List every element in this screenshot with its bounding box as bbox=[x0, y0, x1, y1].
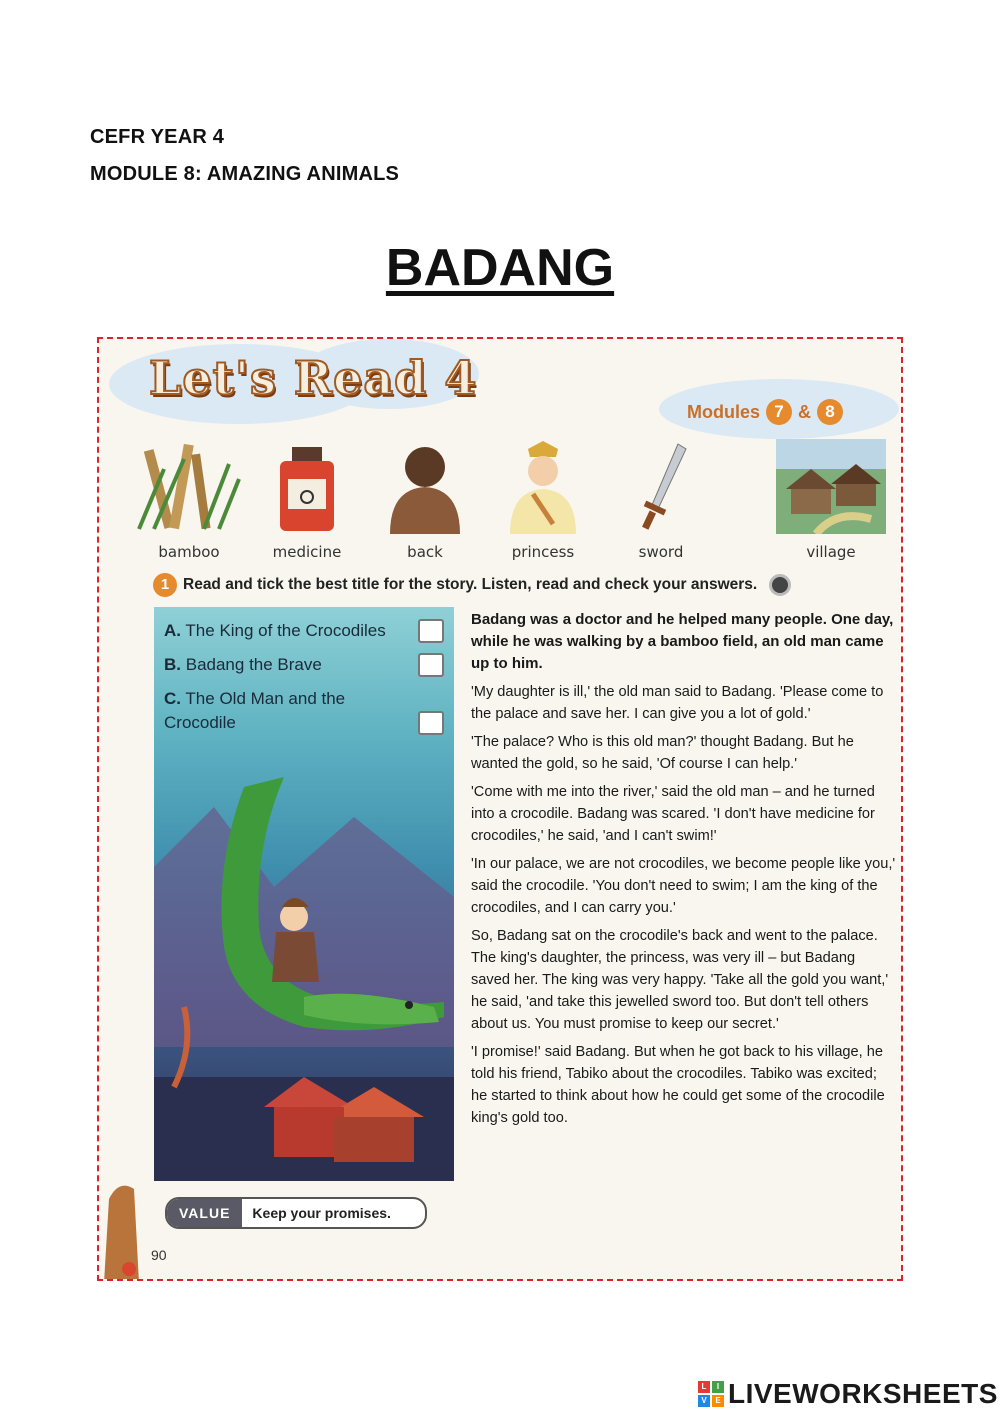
logo-letter: L bbox=[698, 1381, 710, 1393]
module-number-8: 8 bbox=[817, 399, 843, 425]
page-number: 90 bbox=[151, 1247, 167, 1263]
modules-and: & bbox=[798, 401, 812, 422]
value-tag: VALUE bbox=[167, 1199, 242, 1227]
instruction-text: Read and tick the best title for the story. Listen, read and check your answers. bbox=[183, 576, 758, 593]
story-paragraph: 'My daughter is ill,' the old man said to Badang. 'Please come to the palace and save her. I can give you a lot of gold.' bbox=[471, 684, 884, 722]
vocab-item-village bbox=[771, 439, 891, 561]
option-letter: B. bbox=[164, 655, 181, 674]
princess-illustration bbox=[488, 439, 598, 534]
liveworksheets-logo[interactable] bbox=[698, 1378, 998, 1410]
liveworksheets-brand: LIVEWORKSHEETS bbox=[728, 1378, 998, 1409]
story-paragraph: 'The palace? Who is this old man?' thought Badang. But he wanted the gold, so he said, 'Of course I can help.' bbox=[471, 734, 854, 772]
value-banner bbox=[165, 1197, 427, 1229]
vocab-item-sword bbox=[601, 439, 721, 561]
vocab-item-back bbox=[365, 439, 485, 561]
story-paragraph: 'In our palace, we are not crocodiles, we become people like you,' said the crocodile. 'You don't need to swim; I am the king of the crocodiles, and I can carry you.' bbox=[471, 856, 896, 916]
story-paragraph: So, Badang sat on the crocodile's back and went to the palace. The king's daughter, the princess, was very ill – but Badang saved her. The king was very happy. 'Take all the gold you want,' he said, 'and take this jewelled sword too. But don't tell others about us. You must promise to keep our secret.' bbox=[471, 928, 889, 1032]
back-illustration bbox=[370, 439, 480, 534]
modules-badge bbox=[687, 399, 843, 425]
vocab-label: bamboo bbox=[158, 543, 220, 561]
logo-letter: E bbox=[712, 1395, 724, 1407]
crocodile-scene-illustration bbox=[154, 747, 454, 1181]
step-number: 1 bbox=[153, 573, 177, 597]
option-c-checkbox[interactable] bbox=[418, 711, 444, 735]
logo-letter: V bbox=[698, 1395, 710, 1407]
instruction-line bbox=[153, 573, 791, 597]
title-option-b bbox=[164, 653, 419, 677]
bamboo-illustration bbox=[134, 439, 244, 534]
village-illustration bbox=[776, 439, 886, 534]
vocab-item-medicine bbox=[247, 439, 367, 561]
lets-read-banner: Let's Read 4 bbox=[149, 351, 478, 405]
modules-label: Modules bbox=[687, 401, 761, 422]
vocab-label: back bbox=[407, 543, 443, 561]
module-label: MODULE 8: AMAZING ANIMALS bbox=[90, 163, 400, 185]
story-illustration-panel bbox=[154, 607, 454, 1181]
audio-cd-icon bbox=[769, 574, 791, 596]
vocab-label: sword bbox=[638, 543, 684, 561]
story-intro: Badang was a doctor and he helped many people. One day, while he was walking by a bamboo field, an old man came up to him. bbox=[471, 611, 894, 672]
story-text bbox=[471, 609, 896, 1135]
option-letter: C. bbox=[164, 689, 181, 708]
liveworksheets-icon bbox=[698, 1381, 724, 1407]
tree-stump-decoration bbox=[99, 1169, 169, 1281]
story-paragraph: 'Come with me into the river,' said the old man – and he turned into a crocodile. Badang was scared. 'I don't have medicine for crocodiles,' he said, 'and I can't swim!' bbox=[471, 784, 875, 844]
option-b-checkbox[interactable] bbox=[418, 653, 444, 677]
option-a-checkbox[interactable] bbox=[418, 619, 444, 643]
medicine-bottle-illustration bbox=[252, 439, 362, 534]
title-option-a bbox=[164, 619, 419, 643]
textbook-page-frame bbox=[97, 337, 903, 1281]
logo-letter: I bbox=[712, 1381, 724, 1393]
title-option-c bbox=[164, 687, 364, 735]
vocab-label: princess bbox=[511, 543, 575, 561]
vocab-label: medicine bbox=[272, 543, 342, 561]
page-title: BADANG bbox=[385, 239, 615, 297]
vocab-item-princess bbox=[483, 439, 603, 561]
option-text: Badang the Brave bbox=[185, 655, 322, 674]
option-text: The Old Man and the Crocodile bbox=[164, 689, 346, 732]
module-number-7: 7 bbox=[766, 399, 792, 425]
course-label: CEFR YEAR 4 bbox=[90, 126, 225, 148]
vocab-item-bamboo bbox=[129, 439, 249, 561]
story-paragraph: 'I promise!' said Badang. But when he got back to his village, he told his friend, Tabiko about the crocodiles. Tabiko was excited; he started to think about how he could get some of the crocodile king's gold too. bbox=[471, 1044, 885, 1126]
value-text: Keep your promises. bbox=[252, 1205, 391, 1221]
option-text: The King of the Crocodiles bbox=[185, 621, 386, 640]
option-letter: A. bbox=[164, 621, 181, 640]
vocab-label: village bbox=[806, 543, 856, 561]
sword-illustration bbox=[606, 439, 716, 534]
